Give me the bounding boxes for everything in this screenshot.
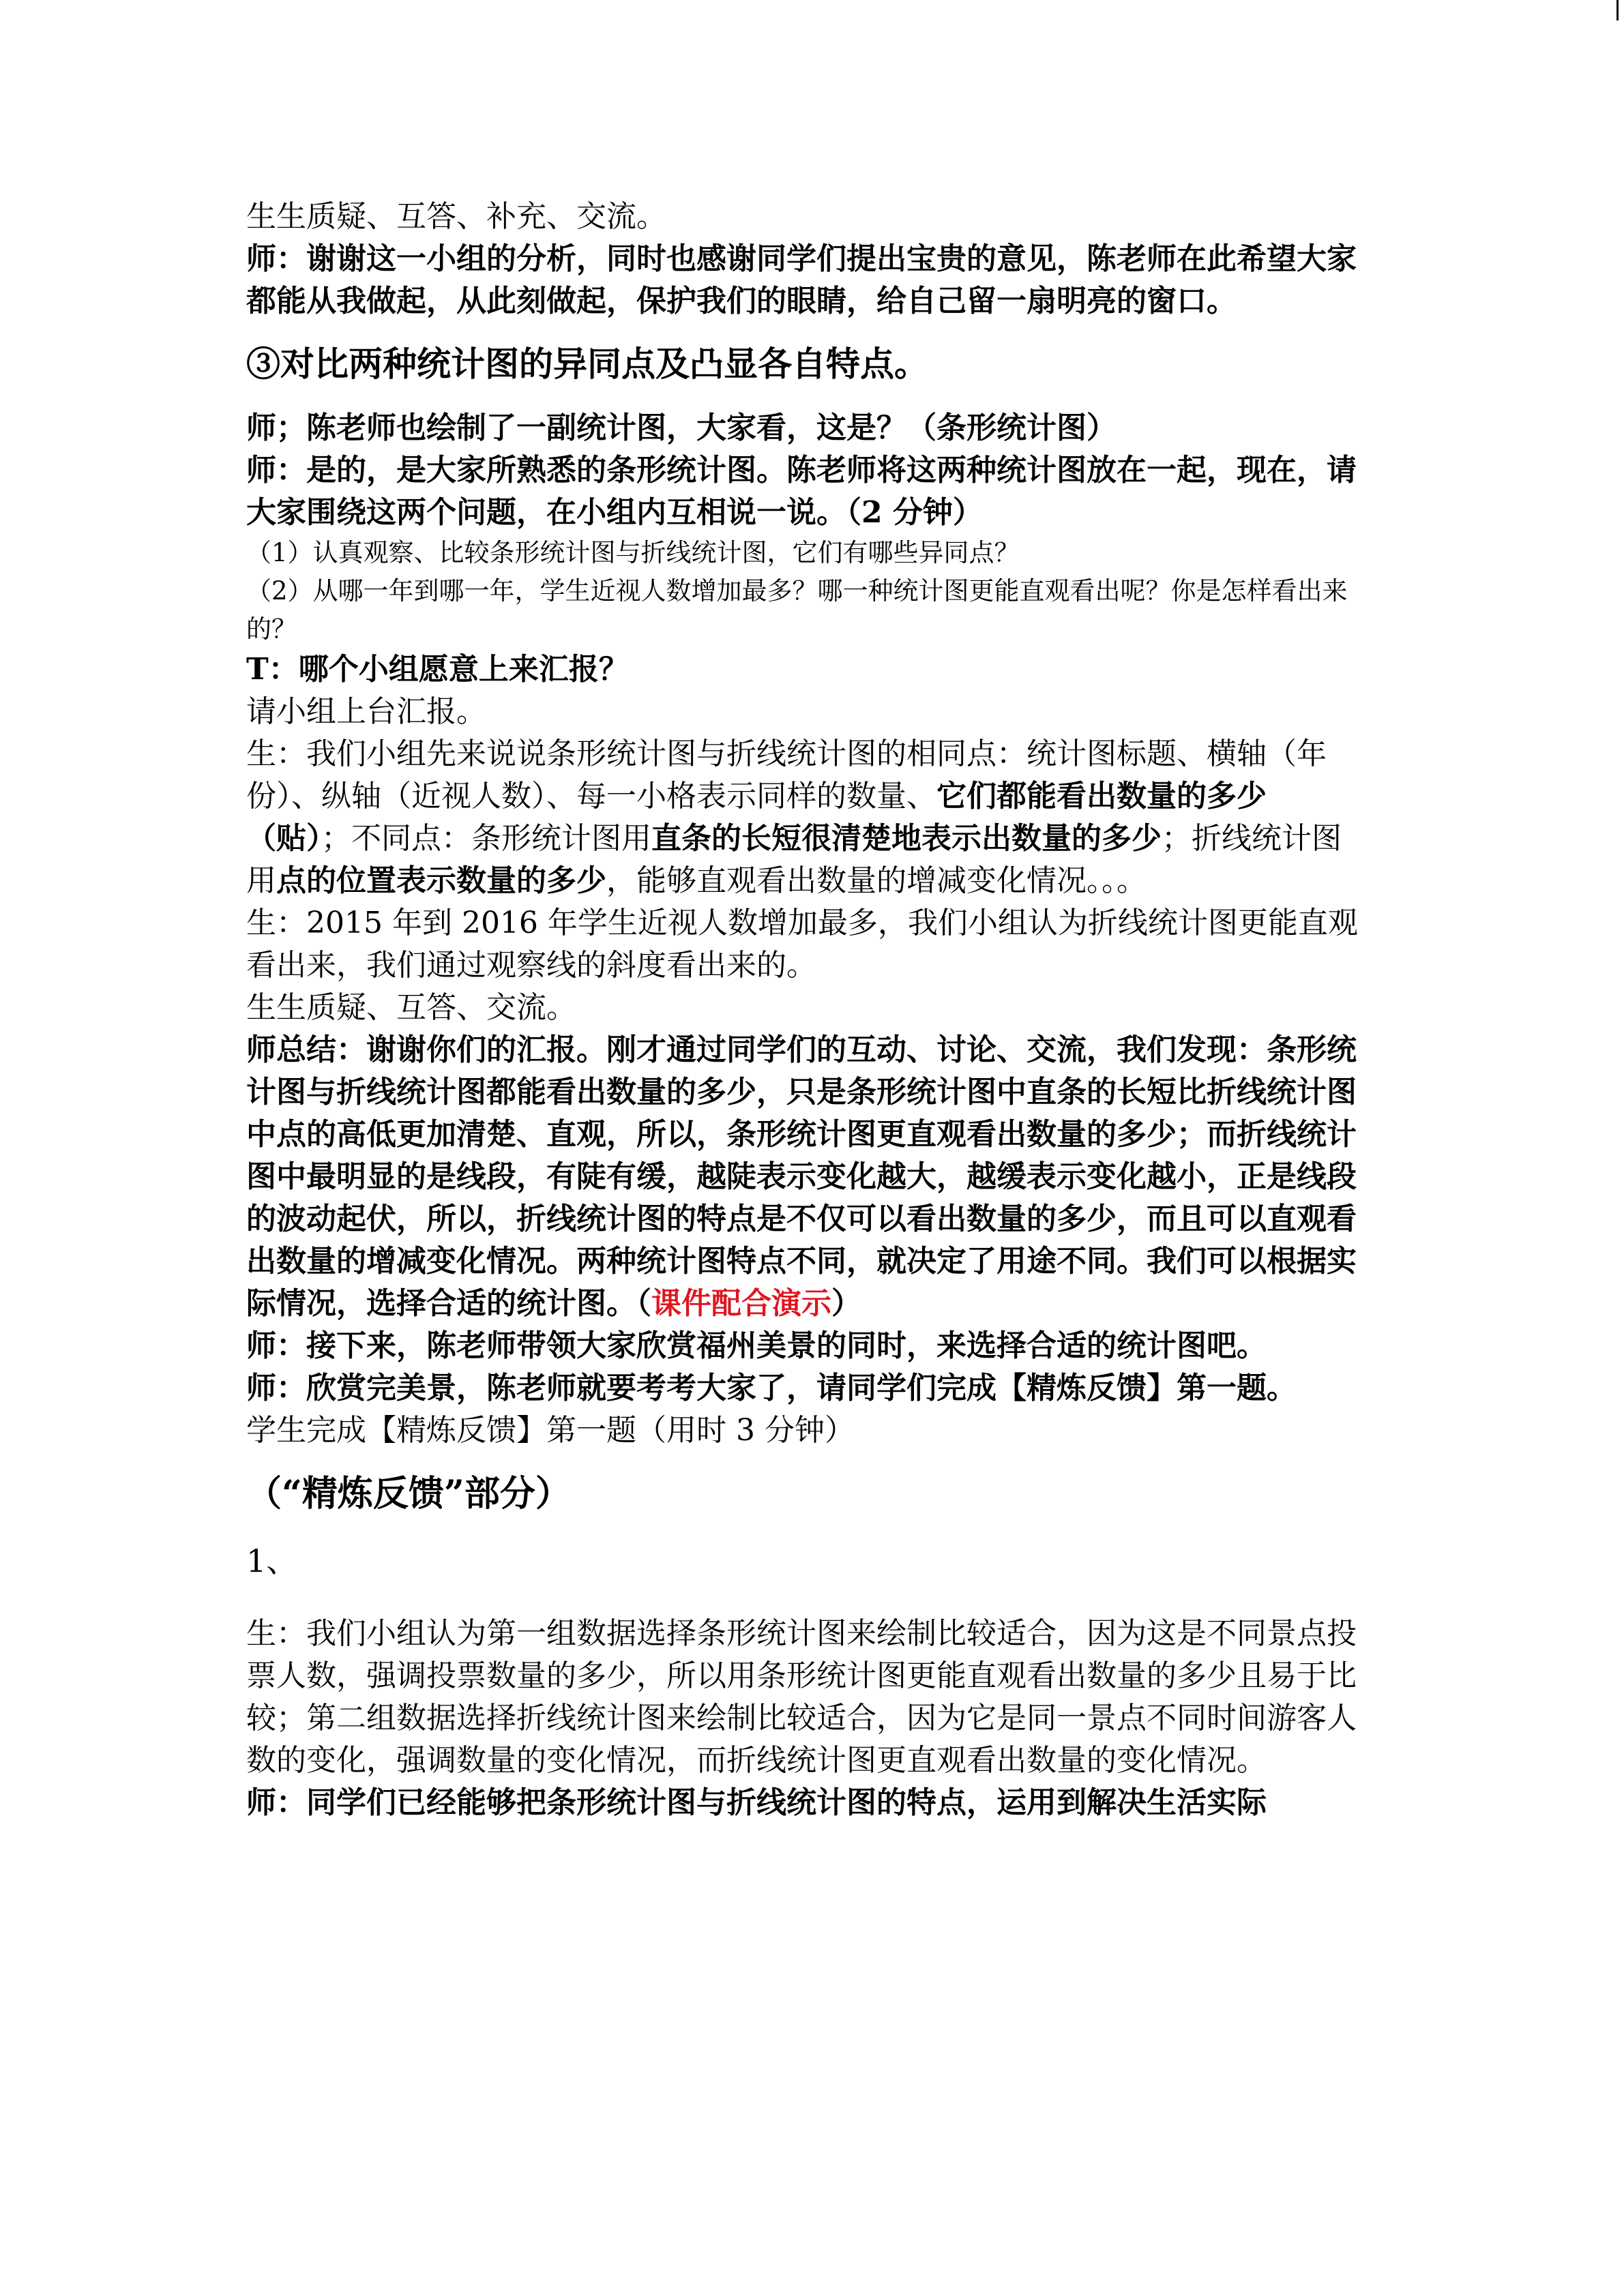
paragraph-teacher-report: T：哪个小组愿意上来汇报？ — [246, 652, 629, 687]
question-2: （2）从哪一年到哪一年，学生近视人数增加最多？哪一种统计图更能直观看出呢？你是怎样看出来的？ — [246, 576, 1348, 644]
page-corner-mark — [1616, 0, 1624, 20]
question-1: （1）认真观察、比较条形统计图与折线统计图，它们有哪些异同点？ — [246, 538, 1020, 567]
paragraph-student-most-increase: 生：2015 年到 2016 年学生近视人数增加最多，我们小组认为折线统计图更能直观看出来，我们通过观察线的斜度看出来的。 — [246, 906, 1358, 983]
paragraph-teacher-thanks: 师：谢谢这一小组的分析，同时也感谢同学们提出宝贵的意见，陈老师在此希望大家都能从我做起，从此刻做起，保护我们的眼睛，给自己留一扇明亮的窗口。 — [246, 241, 1357, 318]
text-run: ；不同点：条形统计图用 — [321, 821, 651, 856]
text-run: 生：我们小组先来说说条形统计图与折线统计图的相同点：统计图标题、横轴（年份）、纵轴（近视人数）、每一小格表示同样的数量、 — [246, 736, 1327, 814]
paragraph-group-report: 请小组上台汇报。 — [246, 694, 486, 729]
text-run-bold: 直条的长短很清楚地表示出数量的多少 — [651, 821, 1162, 856]
text-run-bold: 它们都能看出数量的多少（贴） — [246, 779, 1267, 856]
paragraph-teacher-summary — [246, 1029, 1365, 1325]
paragraph-students-exchange: 生生质疑、互答、交流。 — [246, 990, 576, 1025]
paragraph-student-comparison — [246, 733, 1365, 902]
paragraph-teacher-fuzhou: 师：接下来，陈老师带领大家欣赏福州美景的同时，来选择合适的统计图吧。 — [246, 1328, 1267, 1363]
paragraph-students-complete: 学生完成【精炼反馈】第一题（用时 3 分钟） — [246, 1413, 855, 1448]
text-run-bold: 点的位置表示数量的多少 — [276, 863, 606, 898]
paragraph-teacher-exercise: 师：欣赏完美景，陈老师就要考考大家了，请同学们完成【精炼反馈】第一题。 — [246, 1371, 1297, 1405]
text-run-highlight: 课件配合演示 — [651, 1286, 831, 1321]
text-run: ；折线统计图用 — [246, 821, 1342, 898]
list-item-number: 1、 — [246, 1542, 298, 1579]
text-run: ，能够直观看出数量的增减变化情况。。。 — [606, 863, 1147, 898]
paragraph-teacher-conclusion: 师：同学们已经能够把条形统计图与折线统计图的特点，运用到解决生活实际 — [246, 1785, 1267, 1820]
text-run-bold: 师总结：谢谢你们的汇报。刚才通过同学们的互动、讨论、交流，我们发现：条形统计图与折线统计图都能看出数量的多少，只是条形统计图中直条的长短比折线统计图中点的高低更加清楚、直观，所以，条形统计图更直观看出数量的多少；而折线统计图中最明显的是线段，有陡有缓，越陡表示变化越大，越缓表示变化越小，正是线段的波动起伏，所以，折线统计图的特点是不仅可以看出数量的多少，而且可以直观看出数量的增减变化情况。两种统计图特点不同，就决定了用途不同。我们可以根据实际情况，选择合适的统计图。（ — [246, 1032, 1357, 1321]
paragraph-teacher-bar-chart: 师；陈老师也绘制了一副统计图，大家看，这是？（条形统计图） — [246, 411, 1117, 445]
paragraph-teacher-discuss: 师：是的，是大家所熟悉的条形统计图。陈老师将这两种统计图放在一起，现在，请大家围绕这两个问题，在小组内互相说一说。（2 分钟） — [246, 453, 1357, 530]
paragraph-students-question: 生生质疑、互答、补充、交流。 — [246, 199, 666, 234]
text-run-bold: ） — [831, 1286, 861, 1321]
section-heading-feedback: （“精炼反馈”部分） — [246, 1473, 571, 1515]
section-heading-compare: ③对比两种统计图的异同点及凸显各自特点。 — [246, 344, 928, 384]
paragraph-student-answer: 生：我们小组认为第一组数据选择条形统计图来绘制比较适合，因为这是不同景点投票人数，强调投票数量的多少，所以用条形统计图更能直观看出数量的多少且易于比较；第二组数据选择折线统计图来绘制比较适合，因为它是同一景点不同时间游客人数的变化，强调数量的变化情况，而折线统计图更直观看出数量的变化情况。 — [246, 1616, 1357, 1778]
document-body — [246, 196, 1365, 1824]
